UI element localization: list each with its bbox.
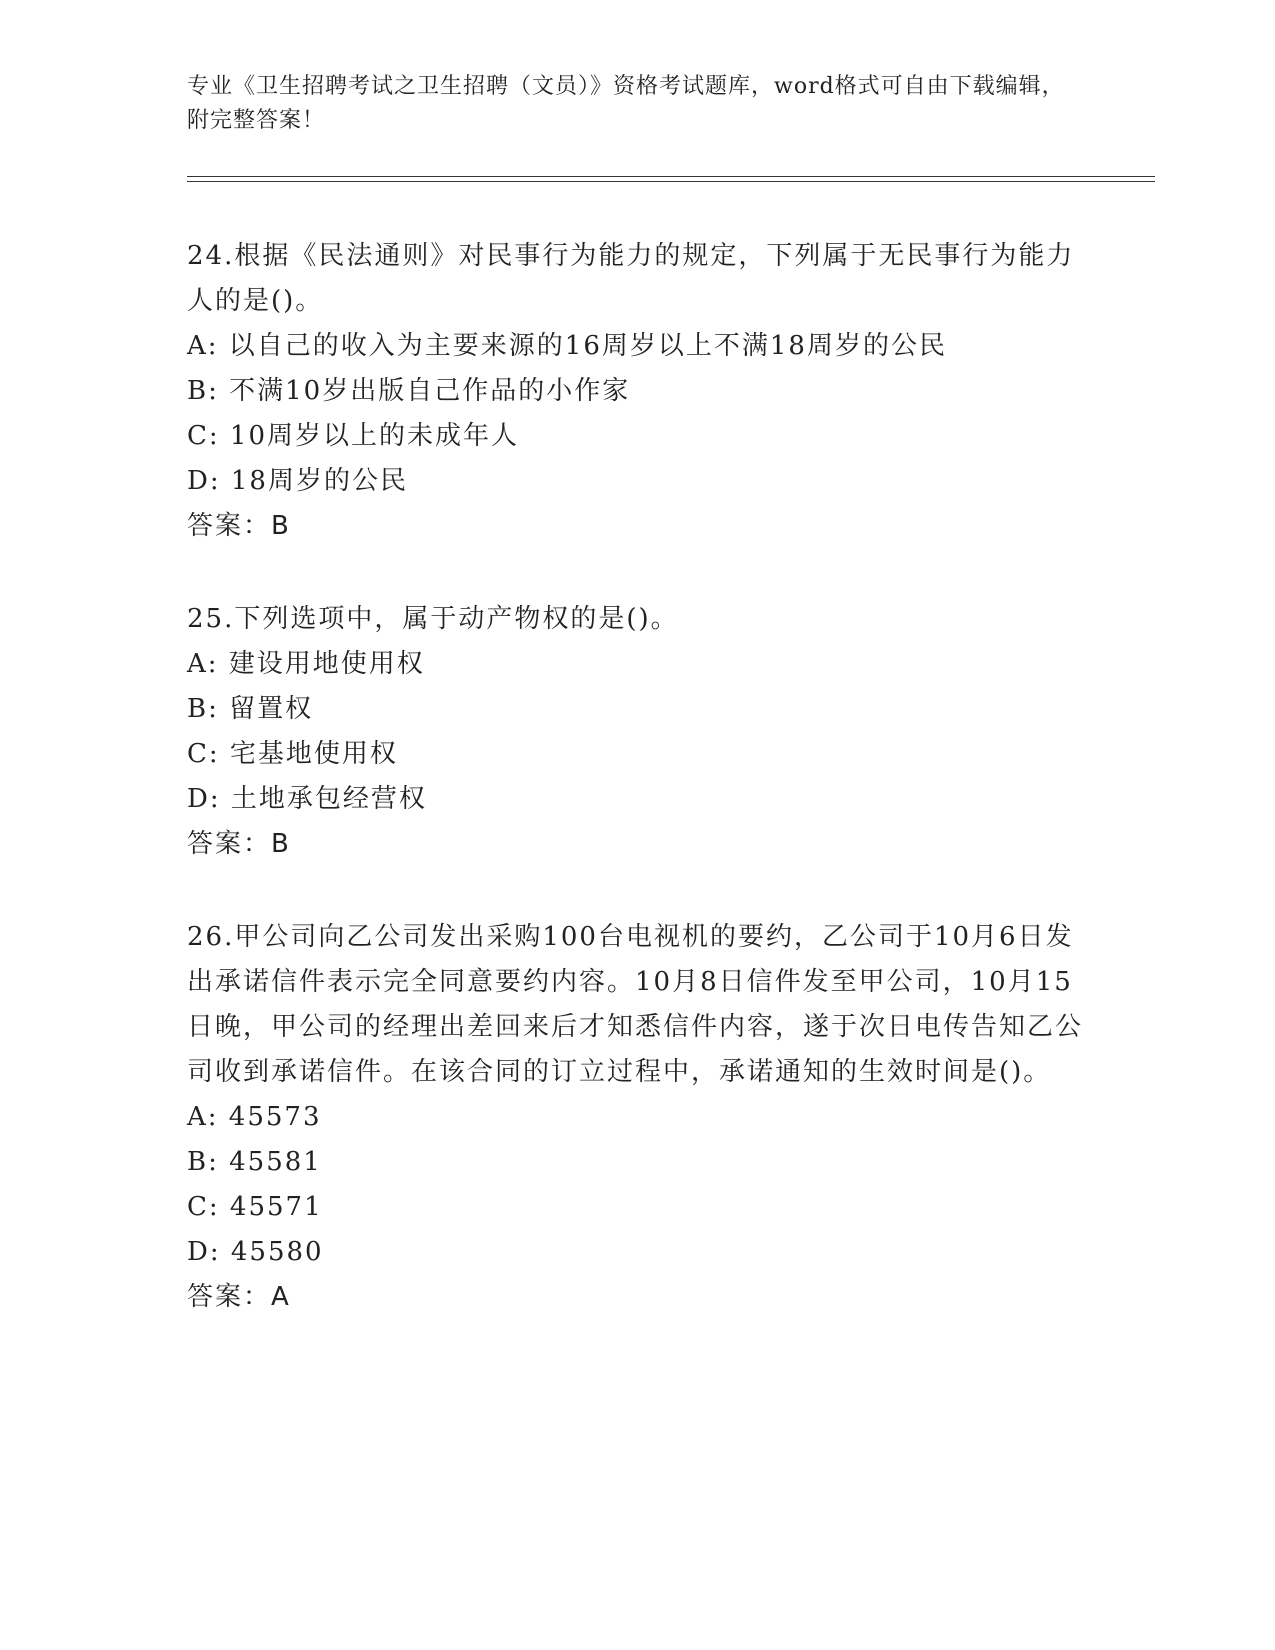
option-a: A: 45573	[187, 1102, 322, 1132]
question-stem: 25.下列选项中，属于动产物权的是()。	[187, 604, 679, 634]
option-a: A: 建设用地使用权	[187, 649, 425, 679]
answer: 答案：B	[187, 829, 291, 859]
question-stem: 26.甲公司向乙公司发出采购100台电视机的要约，乙公司于10月6日发出承诺信件表示完全同意要约内容。10月8日信件发至甲公司，10月15日晚，甲公司的经理出差回来后才知悉信件内容，遂于次日电传告知乙公司收到承诺信件。在该合同的订立过程中，承诺通知的生效时间是()。	[187, 922, 1084, 1087]
option-c: C: 45571	[187, 1192, 323, 1222]
question-26	[187, 915, 1087, 1320]
option-a: A: 以自己的收入为主要来源的16周岁以上不满18周岁的公民	[187, 331, 947, 361]
option-b: B: 留置权	[187, 694, 314, 724]
option-b: B: 45581	[187, 1147, 322, 1177]
document-header	[187, 70, 1087, 138]
question-stem: 24.根据《民法通则》对民事行为能力的规定，下列属于无民事行为能力人的是()。	[187, 241, 1075, 316]
option-b: B: 不满10岁出版自己作品的小作家	[187, 376, 631, 406]
answer: 答案：B	[187, 511, 291, 541]
header-divider-top	[187, 176, 1155, 177]
option-d: D: 土地承包经营权	[187, 784, 427, 814]
answer: 答案：A	[187, 1282, 291, 1312]
option-d: D: 18周岁的公民	[187, 466, 408, 496]
option-c: C: 10周岁以上的未成年人	[187, 421, 520, 451]
header-divider-bottom	[187, 181, 1155, 182]
header-text: 专业《卫生招聘考试之卫生招聘（文员）》资格考试题库，word格式可自由下载编辑，附完整答案！	[187, 74, 1065, 133]
option-d: D: 45580	[187, 1237, 324, 1267]
question-25	[187, 597, 1087, 867]
option-c: C: 宅基地使用权	[187, 739, 398, 769]
question-24	[187, 234, 1087, 549]
